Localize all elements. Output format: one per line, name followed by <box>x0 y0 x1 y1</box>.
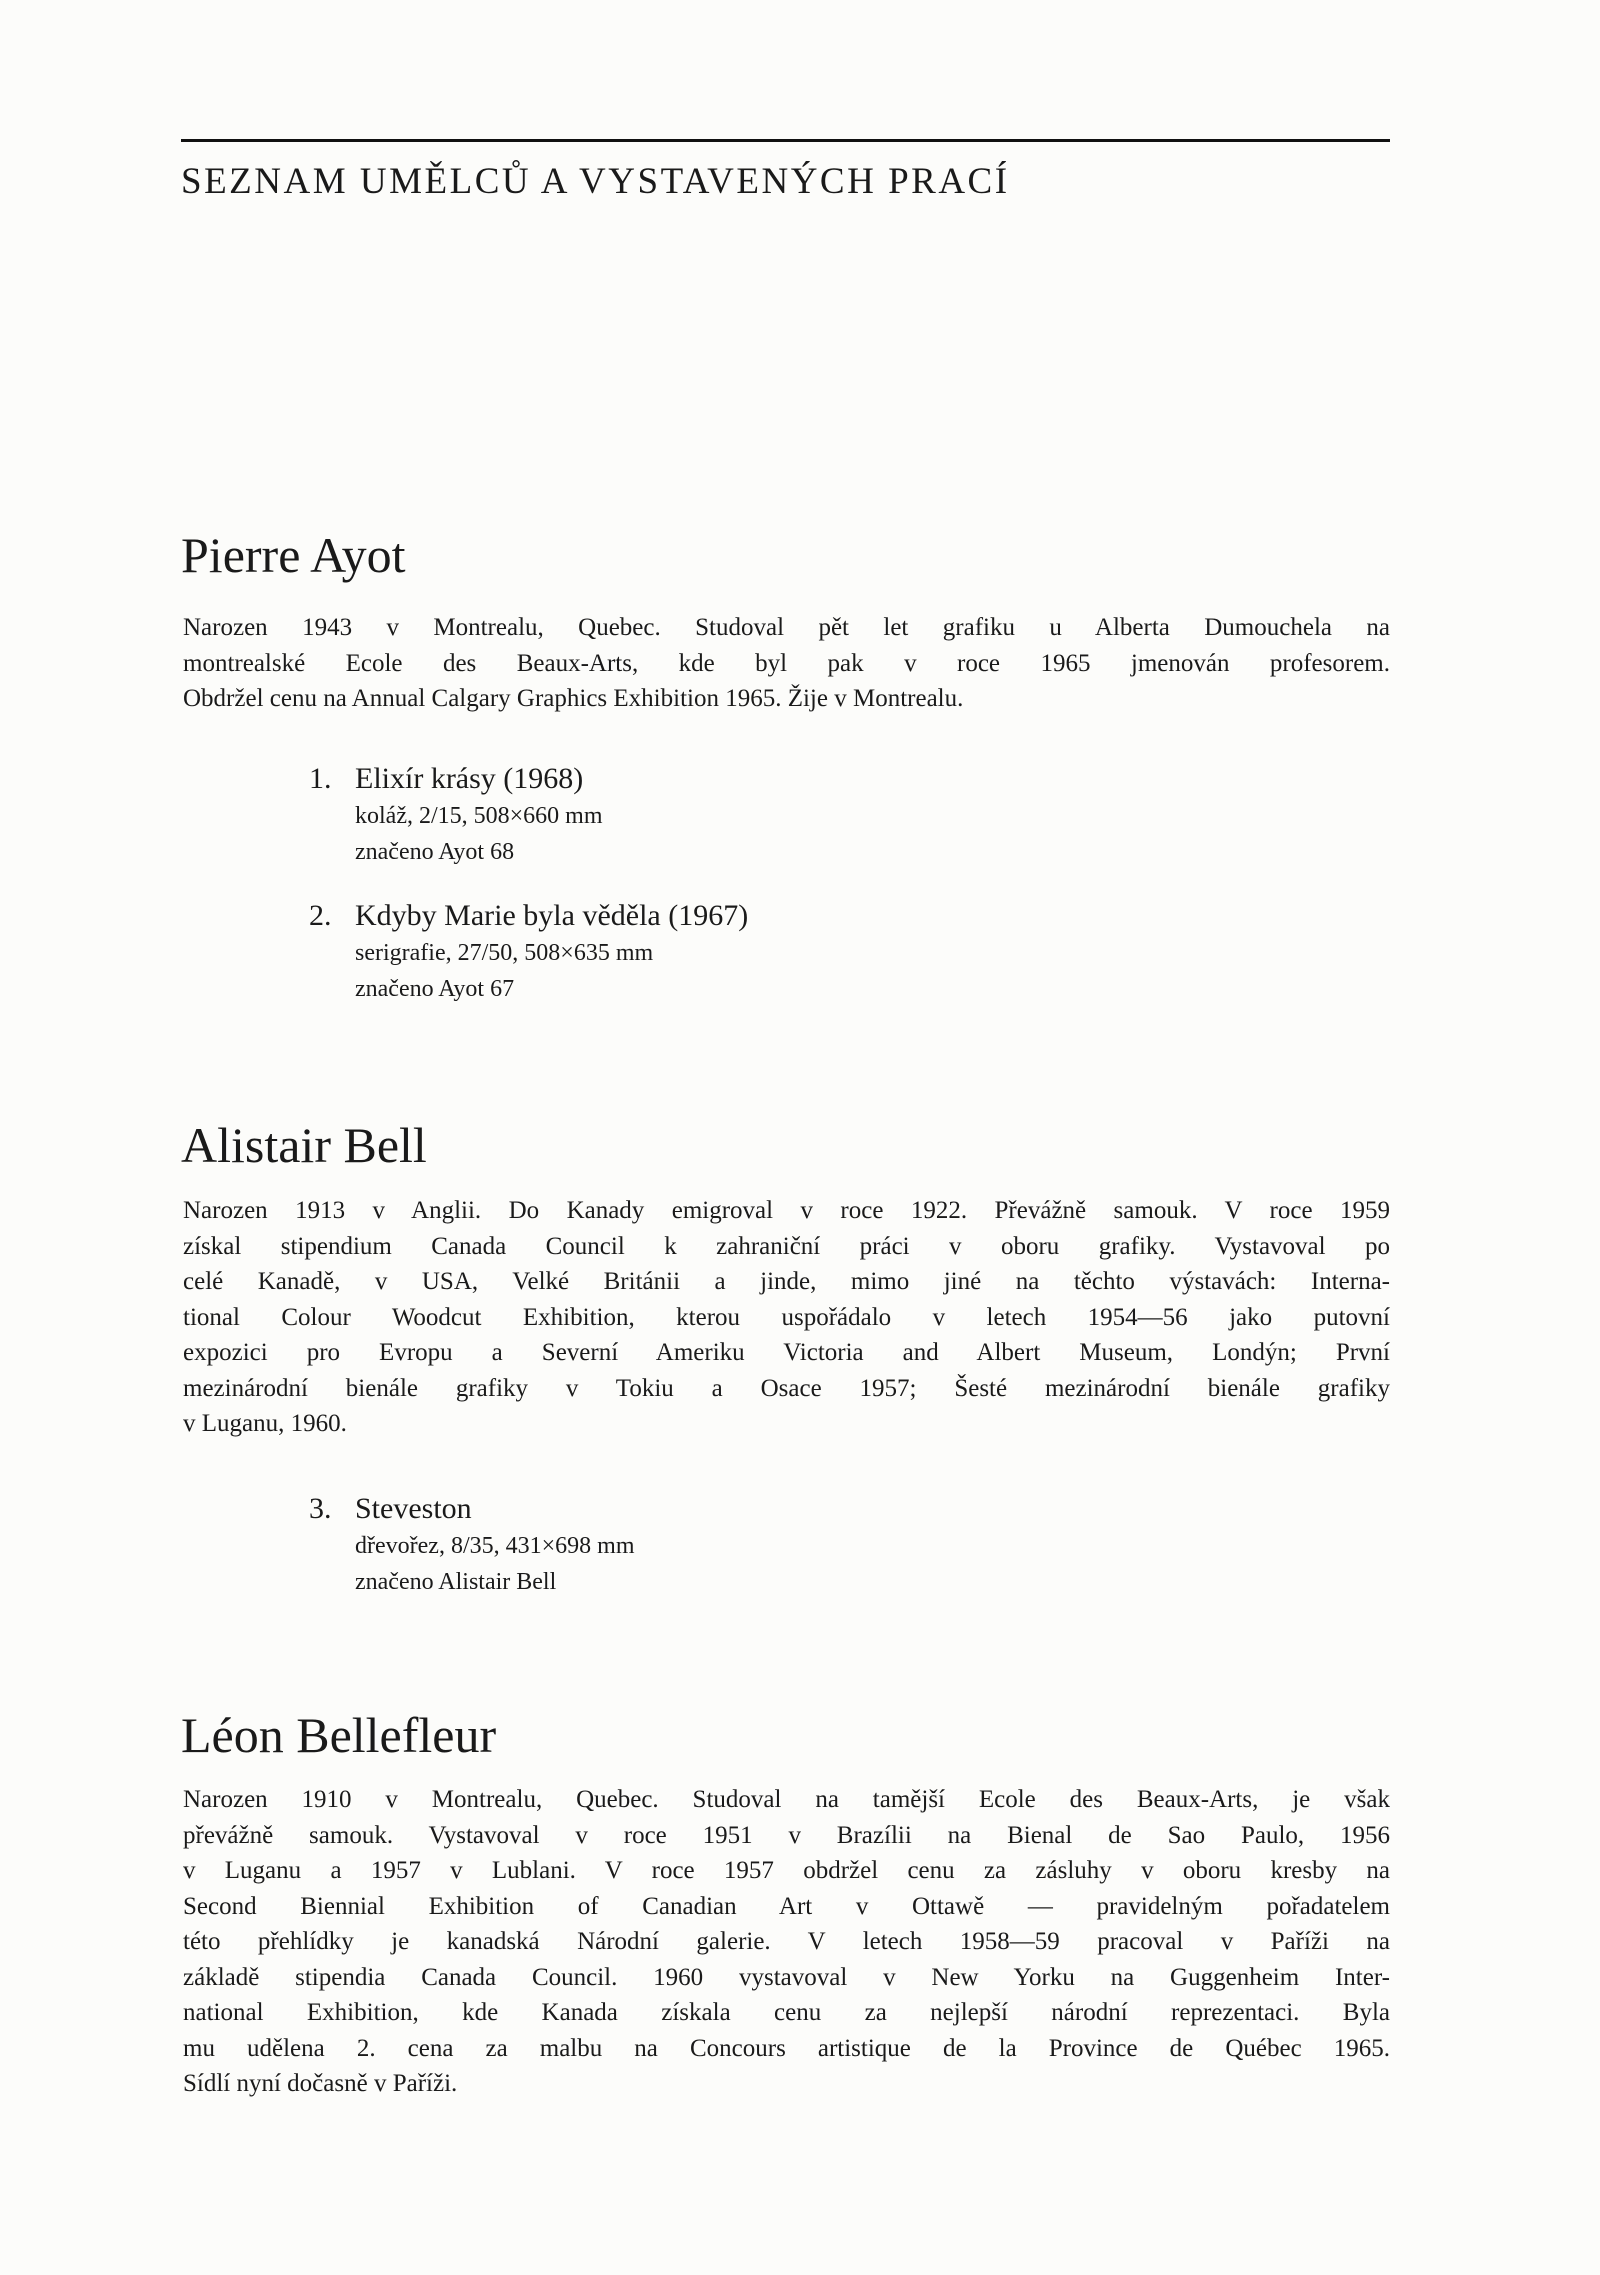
bio-line: základě stipendia Canada Council. 1960 vystavoval v New Yorku na Guggenheim Inter- <box>183 1963 1390 1991</box>
work-item <box>309 1490 634 1600</box>
work-title: Steveston <box>355 1492 472 1525</box>
bio-line: převážně samouk. Vystavoval v roce 1951 v Brazílii na Bienal de Sao Paulo, 1956 <box>183 1821 1390 1849</box>
work-number: 2. <box>309 899 332 932</box>
bio-line: Obdržel cenu na Annual Calgary Graphics Exhibition 1965. Žije v Montrealu. <box>183 685 964 712</box>
bio-line: montrealské Ecole des Beaux-Arts, kde byl pak v roce 1965 jmenován profesorem. <box>183 649 1390 677</box>
artist-name: Léon Bellefleur <box>181 1707 497 1763</box>
work-signature: značeno Ayot 68 <box>355 839 515 865</box>
work-number: 3. <box>309 1492 332 1525</box>
bio-line: national Exhibition, kde Kanada získala cenu za nejlepší národní reprezentaci. Byla <box>183 1999 1390 2026</box>
bio-line: tional Colour Woodcut Exhibition, kterou uspořádalo v letech 1954—56 jako putovní <box>183 1303 1390 1331</box>
bio-line: Sídlí nyní dočasně v Paříži. <box>183 2070 458 2097</box>
work-title: Kdyby Marie byla věděla (1967) <box>355 899 749 932</box>
bio-line: Narozen 1943 v Montrealu, Quebec. Studoval pět let grafiku u Alberta Dumouchela na <box>183 614 1390 641</box>
work-details: serigrafie, 27/50, 508×635 mm <box>355 940 654 966</box>
work-signature: značeno Alistair Bell <box>355 1569 557 1595</box>
work-number: 1. <box>309 762 332 795</box>
bio-line: celé Kanadě, v USA, Velké Británii a jinde, mimo jiné na těchto výstavách: Interna- <box>183 1268 1390 1295</box>
bio-line: získal stipendium Canada Council k zahraniční práci v oboru grafiky. Vystavoval po <box>183 1232 1390 1260</box>
bio-line: Narozen 1913 v Anglii. Do Kanady emigroval v roce 1922. Převážně samouk. V roce 1959 <box>183 1197 1390 1224</box>
artist-name: Alistair Bell <box>181 1117 427 1173</box>
artist-bio <box>183 610 1390 717</box>
work-title: Elixír krásy (1968) <box>355 762 584 795</box>
bio-line: této přehlídky je kanadská Národní galerie. V letech 1958—59 pracoval v Paříži na <box>183 1928 1390 1955</box>
artist-name: Pierre Ayot <box>181 527 406 583</box>
work-details: dřevořez, 8/35, 431×698 mm <box>355 1533 635 1559</box>
page-title: SEZNAM UMĚLCŮ A VYSTAVENÝCH PRACÍ <box>181 161 1010 202</box>
bio-line: expozici pro Evropu a Severní Ameriku Victoria and Albert Museum, Londýn; První <box>183 1339 1390 1366</box>
work-item <box>309 760 603 870</box>
bio-line: Second Biennial Exhibition of Canadian Art v Ottawě — pravidelným pořadatelem <box>183 1892 1390 1920</box>
artist-bio <box>183 1193 1390 1442</box>
bio-line: v Luganu, 1960. <box>183 1410 347 1437</box>
work-signature: značeno Ayot 67 <box>355 976 515 1002</box>
top-rule <box>181 139 1390 142</box>
bio-line: mu udělena 2. cena za malbu na Concours artistique de la Province de Québec 1965. <box>183 2034 1390 2062</box>
work-details: koláž, 2/15, 508×660 mm <box>355 803 603 829</box>
work-item <box>309 897 748 1007</box>
artist-bio <box>183 1782 1390 2102</box>
bio-line: mezinárodní bienále grafiky v Tokiu a Osace 1957; Šesté mezinárodní bienále grafiky <box>183 1374 1390 1402</box>
bio-line: v Luganu a 1957 v Lublani. V roce 1957 obdržel cenu za zásluhy v oboru kresby na <box>183 1857 1390 1884</box>
bio-line: Narozen 1910 v Montrealu, Quebec. Studoval na tamější Ecole des Beaux-Arts, je však <box>183 1786 1390 1813</box>
